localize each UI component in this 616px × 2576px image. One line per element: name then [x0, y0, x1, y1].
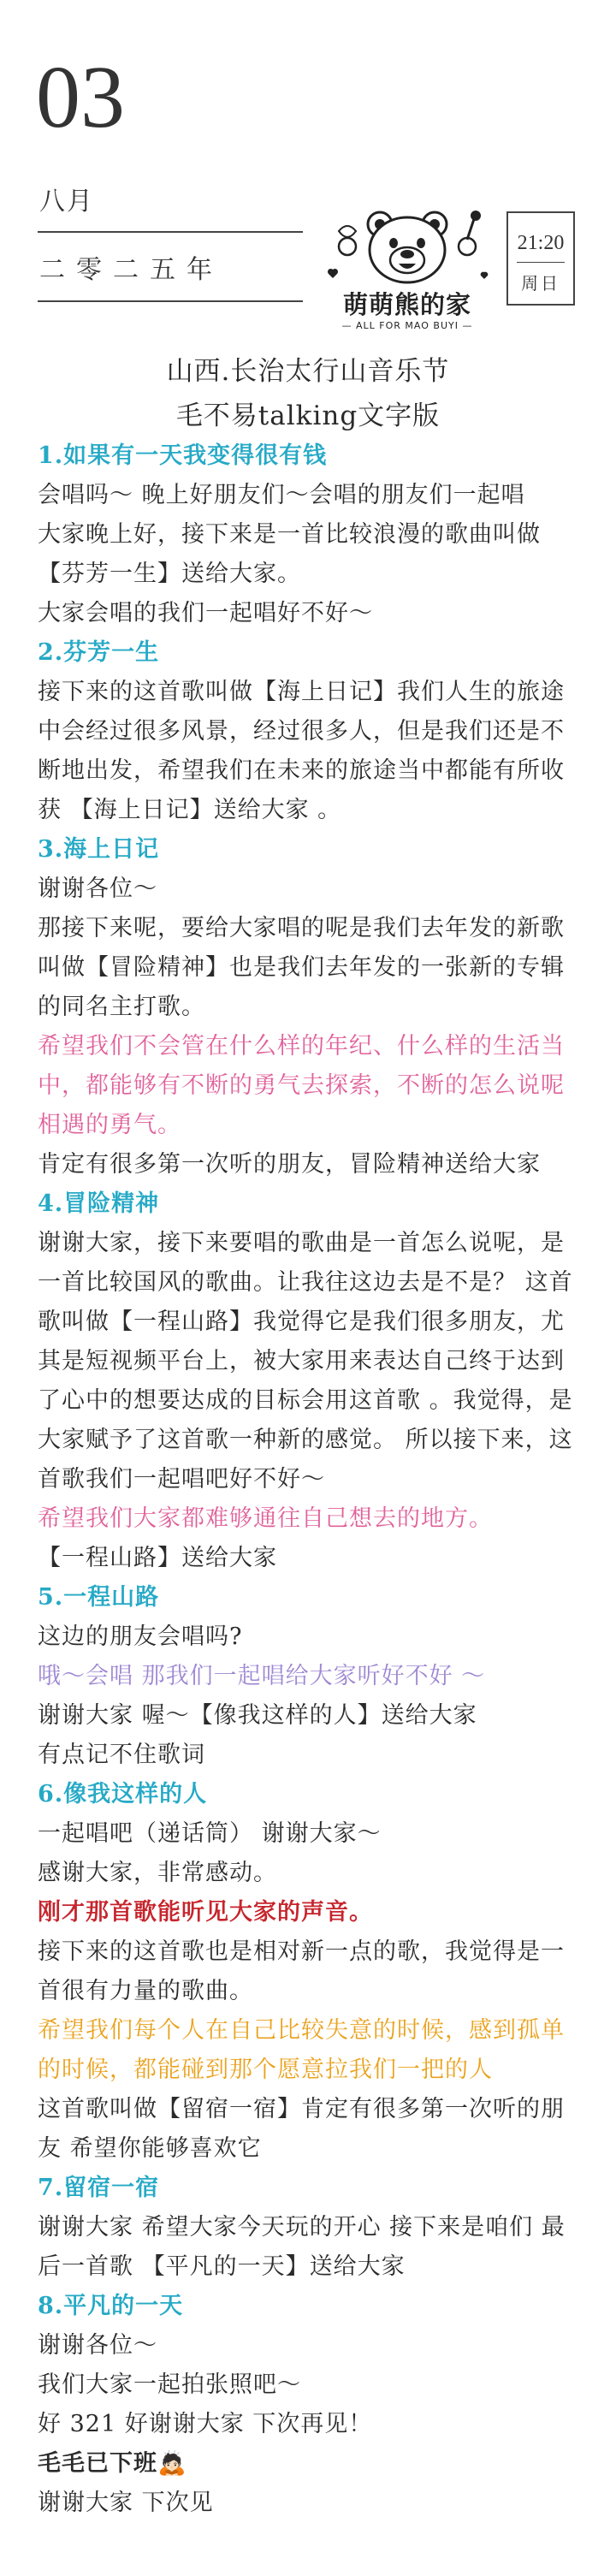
logo-text: 萌萌熊的家	[342, 290, 471, 319]
transcript-paragraph: 大家晚上好，接下来是一首比较浪漫的歌曲叫做【芬芳一生】送给大家。	[38, 521, 541, 587]
page-title: 山西.长治太行山音乐节	[166, 356, 450, 387]
transcript-paragraph: 【一程山路】送给大家	[38, 1545, 277, 1571]
transcript-body	[38, 436, 585, 2523]
transcript-paragraph: 毛毛已下班🙇🏻	[38, 2450, 187, 2477]
transcript-paragraph: 谢谢各位～	[38, 875, 157, 902]
transcript-paragraph: 谢谢大家 喔～【像我这样的人】送给大家	[38, 1702, 477, 1729]
transcript-paragraph: 肯定有很多第一次听的朋友，冒险精神送给大家	[38, 1151, 541, 1178]
transcript-paragraph: 感谢大家，非常感动。	[38, 1860, 277, 1886]
transcript-paragraph: 接下来的这首歌也是相对新一点的歌，我觉得是一首很有力量的歌曲。	[38, 1938, 565, 2004]
year-label: 二零二五年	[39, 255, 223, 285]
transcript-paragraph: 有点记不住歌词	[38, 1742, 205, 1768]
transcript-paragraph: 哦～会唱 那我们一起唱给大家听好不好 ～	[38, 1663, 486, 1689]
transcript-paragraph: 接下来的这首歌叫做【海上日记】我们人生的旅途中会经过很多风景，经过很多人，但是我们还是不断地出发，希望我们在未来的旅途当中都能有所收获 【海上日记】送给大家 。	[38, 679, 565, 823]
transcript-paragraph: 大家会唱的我们一起唱好不好～	[38, 600, 373, 626]
time-label: 21:20	[517, 232, 565, 254]
transcript-paragraph: 我们大家一起拍张照吧～	[38, 2371, 301, 2398]
song-heading: 4.冒险精神	[38, 1190, 160, 1217]
song-heading: 5.一程山路	[38, 1584, 160, 1611]
song-heading: 3.海上日记	[38, 836, 160, 863]
transcript-paragraph: 一起唱吧（递话筒） 谢谢大家～	[38, 1820, 382, 1847]
transcript-paragraph: 希望我们大家都难够通往自己想去的地方。	[38, 1505, 493, 1532]
song-heading: 8.平凡的一天	[38, 2293, 184, 2319]
bear-logo	[313, 205, 501, 341]
transcript-paragraph: 谢谢大家，接下来要唱的歌曲是一首怎么说呢，是一首比较国风的歌曲。让我往这边去是不是？ 这首歌叫做【一程山路】我觉得它是我们很多朋友，尤其是短视频平台上，被大家用来表达自己终于达到了心中的想要达成的目标会用这首歌 。我觉得，是大家赋予了这首歌一种新的感觉。 所以接下来，这首歌我们一起唱吧好不好～	[38, 1230, 573, 1493]
song-heading: 1.如果有一天我变得很有钱	[38, 442, 328, 469]
transcript-paragraph: 会唱吗～ 晚上好朋友们～会唱的朋友们一起唱	[38, 482, 525, 508]
transcript-paragraph: 谢谢大家 希望大家今天玩的开心 接下来是咱们 最后一首歌 【平凡的一天】送给大家	[38, 2214, 566, 2280]
song-heading: 7.留宿一宿	[38, 2175, 160, 2201]
month-label: 八月	[39, 187, 94, 217]
divider	[517, 262, 565, 263]
page-subtitle: 毛不易talking文字版	[175, 401, 441, 431]
song-heading: 2.芬芳一生	[38, 639, 160, 666]
logo-subtext: — ALL FOR MAO BUYI —	[341, 320, 473, 331]
time-box	[506, 211, 575, 306]
transcript-paragraph: 谢谢大家 下次见	[38, 2490, 214, 2516]
divider	[38, 231, 303, 233]
transcript-paragraph: 谢谢各位～	[38, 2332, 157, 2359]
transcript-paragraph: 希望我们每个人在自己比较失意的时候，感到孤单的时候，都能碰到那个愿意拉我们一把的人	[38, 2017, 565, 2083]
day-number: 03	[36, 48, 125, 146]
transcript-paragraph: 希望我们不会管在什么样的年纪、什么样的生活当中，都能够有不断的勇气去探索，不断的怎么说呢相遇的勇气。	[38, 1033, 565, 1138]
transcript-paragraph: 这首歌叫做【留宿一宿】肯定有很多第一次听的朋友 希望你能够喜欢它	[38, 2096, 565, 2162]
transcript-paragraph: 这边的朋友会唱吗?	[38, 1623, 243, 1650]
transcript-paragraph: 好 321 好谢谢大家 下次再见！	[38, 2411, 373, 2437]
divider	[38, 300, 303, 302]
weekday-label: 周日	[521, 273, 560, 294]
transcript-paragraph: 刚才那首歌能听见大家的声音。	[38, 1899, 373, 1926]
song-heading: 6.像我这样的人	[38, 1781, 208, 1807]
transcript-paragraph: 那接下来呢，要给大家唱的呢是我们去年发的新歌叫做【冒险精神】也是我们去年发的一张新的专辑的同名主打歌。	[38, 915, 565, 1020]
